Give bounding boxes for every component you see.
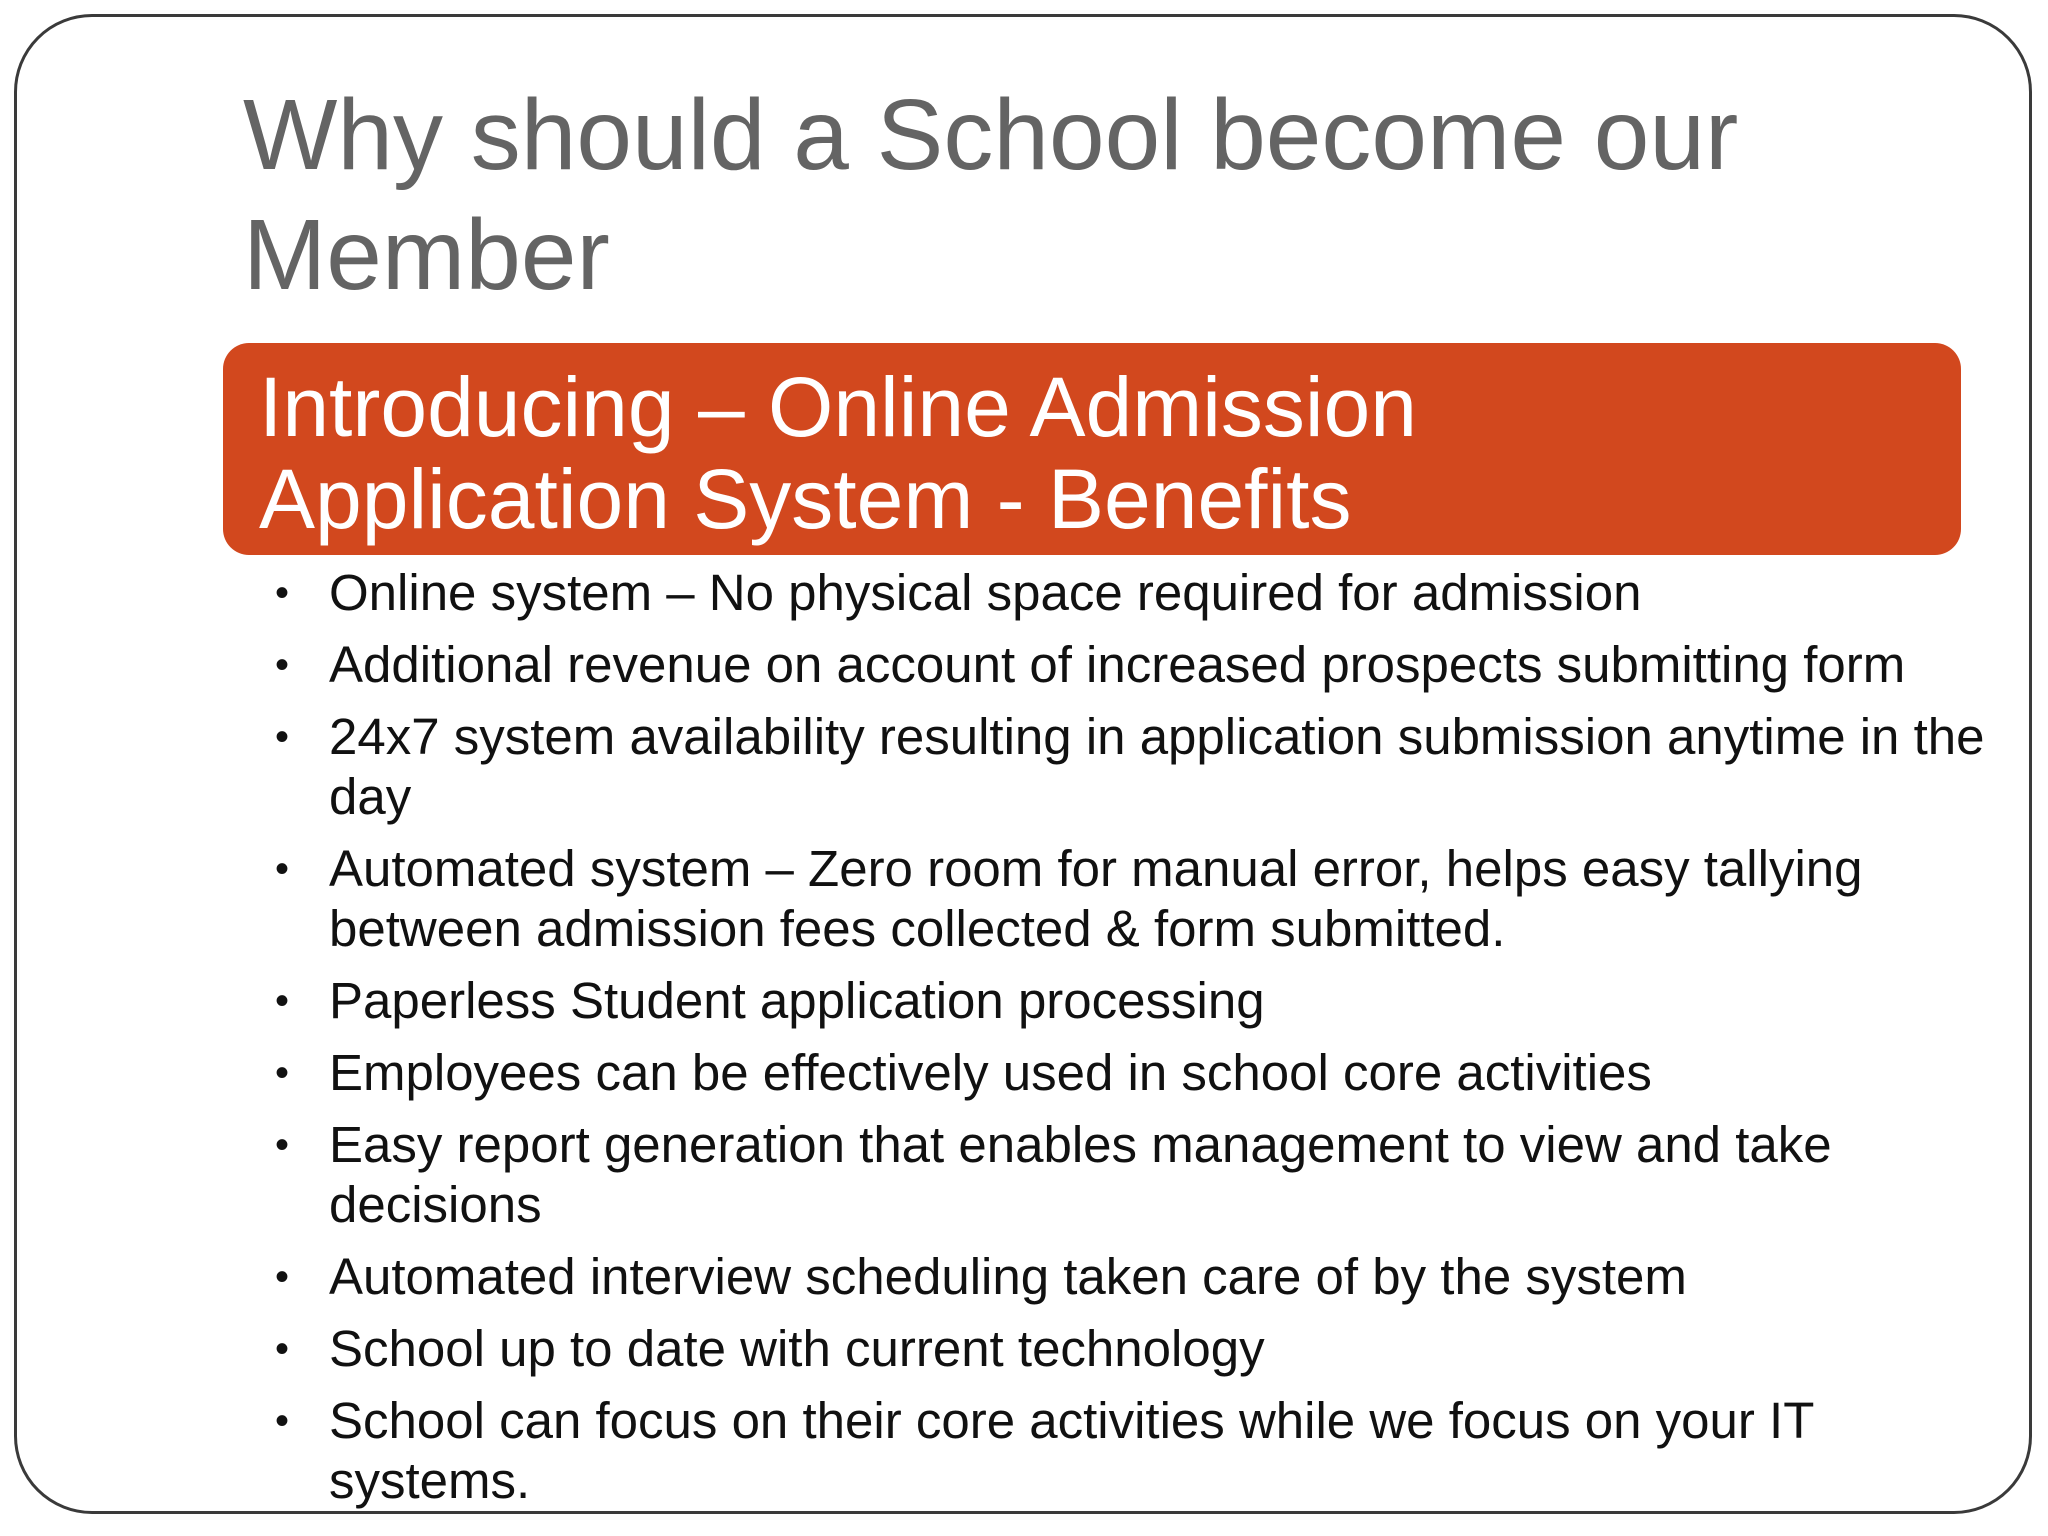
list-item-text: Online system – No physical space required for admission — [329, 564, 1642, 621]
bullet-icon: • — [275, 1327, 290, 1371]
bullet-icon: • — [275, 1255, 290, 1299]
banner-line-2: Application System - Benefits — [259, 452, 1352, 546]
list-item — [269, 635, 1989, 695]
list-item — [269, 1391, 1989, 1511]
list-item — [269, 563, 1989, 623]
list-item-text: Automated interview scheduling taken care of by the system — [329, 1248, 1687, 1305]
bullet-icon: • — [275, 1399, 290, 1443]
bullet-icon: • — [275, 643, 290, 687]
benefits-list — [269, 563, 1989, 1514]
list-item — [269, 1115, 1989, 1235]
list-item-text: School can focus on their core activities while we focus on your IT systems. — [329, 1392, 1814, 1509]
list-item-text: Employees can be effectively used in school core activities — [329, 1044, 1652, 1101]
banner-line-1: Introducing – Online Admission — [259, 360, 1417, 454]
bullet-icon: • — [275, 1051, 290, 1095]
list-item — [269, 1247, 1989, 1307]
bullet-icon: • — [275, 1123, 290, 1167]
list-item-text: Paperless Student application processing — [329, 972, 1265, 1029]
list-item — [269, 839, 1989, 959]
list-item — [269, 1043, 1989, 1103]
bullet-icon: • — [275, 979, 290, 1023]
list-item — [269, 1319, 1989, 1379]
list-item-text: School up to date with current technology — [329, 1320, 1265, 1377]
list-item — [269, 707, 1989, 827]
bullet-icon: • — [275, 571, 290, 615]
bullet-icon: • — [275, 847, 290, 891]
list-item-text: Automated system – Zero room for manual error, helps easy tallying between admission fees collected & form submitted. — [329, 840, 1863, 957]
slide-title: Why should a School become our Member — [243, 79, 1767, 311]
list-item — [269, 971, 1989, 1031]
slide-frame — [14, 14, 2032, 1514]
list-item-text: 24x7 system availability resulting in application submission anytime in the day — [329, 708, 1985, 825]
list-item-text: Additional revenue on account of increased prospects submitting form — [329, 636, 1906, 693]
section-banner — [223, 343, 1961, 555]
list-item-text: Easy report generation that enables management to view and take decisions — [329, 1116, 1832, 1233]
bullet-icon: • — [275, 715, 290, 759]
